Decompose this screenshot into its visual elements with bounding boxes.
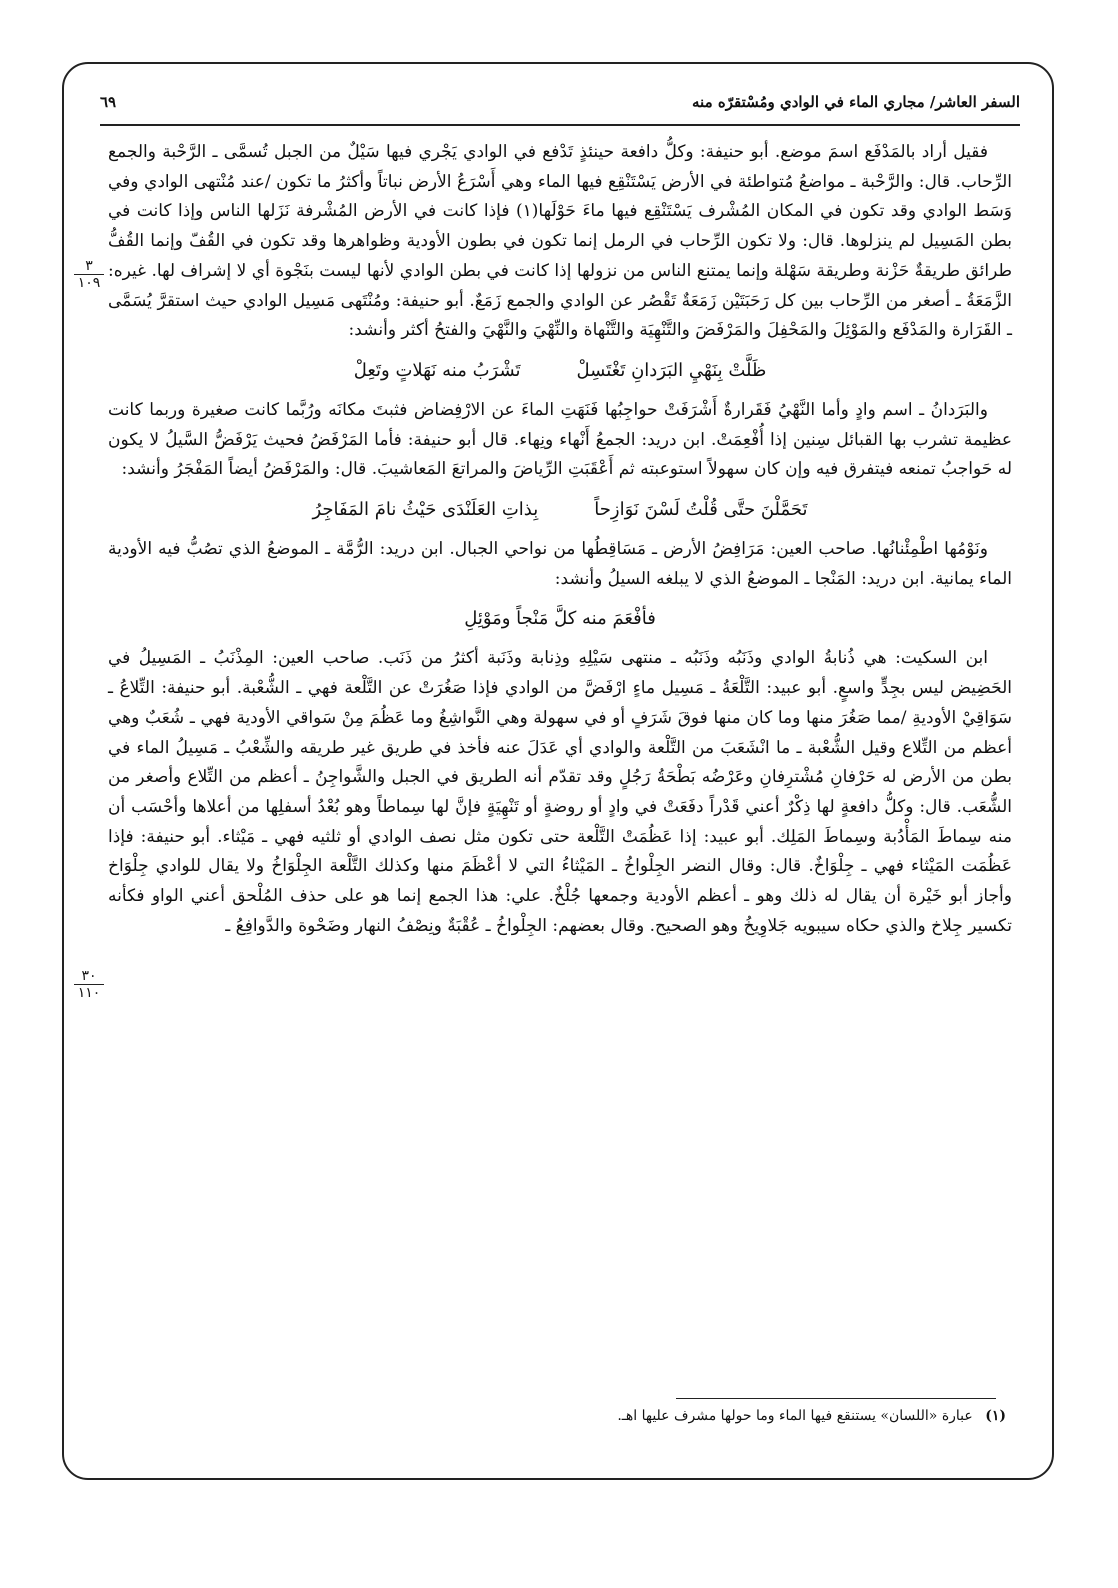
verse-3-line: فأفْعَمَ منه كلَّ مَنْجاً ومَوْئِلِ bbox=[464, 608, 656, 630]
margin-reference-1 bbox=[74, 258, 104, 291]
paragraph-3: ونَوْمُها اطْمِئْنانُها. صاحب العين: مَرَافِضُ الأرض ـ مَسَاقِطُها من نواحي الجبال. ابن دريد: الرُّمَّة ـ الموضعُ الذي تصُبُّ فيه الأودية الماء يمانية. ابن دريد: المَنْجا ـ الموضعُ الذي لا يبلغه السيلُ وأنشد: bbox=[108, 539, 1012, 589]
running-title: السفر العاشر/ مجاري الماء في الوادي ومُسْتقرّه منه bbox=[692, 93, 1020, 111]
verse-1-first-hemistich: ظَلَّتْ بِنَهْيِ البَرَدانِ تَغْتَسِلْ bbox=[576, 359, 767, 381]
paragraph-2: والبَرَدانُ ـ اسم وادٍ وأما النَّهْيُ فَقَرارةٌ أَشْرَفَتْ حواجِبُها فَنَهَتِ الماءَ عن الارْفِضاض فثبتَ مكانَه ورُبَّما كانت صغيرة وربما كانت عظيمة تشرب بها القبائل سِنين إذا أُفْعِمَتْ. ابن دريد: الجمعُ أَنْهاء ونِهاء. قال أبو حنيفة: فأما المَرْفَضُ فحيث يَرْفَضُّ السَّيلُ لا يكون له حَواجبُ تمنعه فيتفرق فيه وإن كان سهولاً استوعبته ثم أَعْقَبَتِ الرِّياضَ والمراتعَ المَعاشيبَ. قال: والمَرْفَضُ أيضاً المَفْجَرُ وأنشد: bbox=[108, 399, 1012, 480]
margin-ref-volume: ٣ bbox=[74, 258, 104, 275]
margin-ref-page: ١٠٩ bbox=[77, 275, 101, 291]
margin-ref-volume: ٣٠ bbox=[74, 968, 104, 985]
page-number: ٦٩ bbox=[100, 93, 117, 111]
header-rule bbox=[100, 124, 1020, 126]
footnote-number: (١) bbox=[985, 1408, 1006, 1424]
main-text-block bbox=[108, 138, 1012, 941]
paragraph-1: فقيل أراد بالمَدْفَع اسمَ موضع. أبو حنيفة: وكلُّ دافعة حينئذٍ تَدْفع في الوادي يَجْري فيها سَيْلٌ من الجبل تُسمَّى ـ الرَّحْبة والجمع الرِّحاب. قال: والرَّحْبة ـ مواضعُ مُتواطئة في الأرض يَسْتَنْقِع فيها الماء وهي أَسْرَعُ الأرض نباتاً وأكثرُ ما تكون /عند مُنْتهى الوادي وفي وَسَط الوادي وقد تكون في المكان المُشْرف يَسْتَنْقِع فيها ماءَ حَوْلَها(١) فإذا كانت في الأرض المُشْرفة نَزَلها الناس وإذا كانت في بطن المَسِيل لم ينزلوها. قال: ولا تكون الرِّحاب في الرمل إنما تكون في بطون الأودية وظواهرها وقد تكون في القُفّ وإنما القُفُّ طرائق طريقةٌ حَزْنة وطريقة سَهْلة وإنما يمتنع الناس من نزولها إذا كانت في بطن الوادي لأنها ليست بنَجْوة أي لا إشراف لها. غيره: الزَّمَعَةُ ـ أصغر من الرِّحاب بين كل رَحَبَتَيْن زَمَعَةٌ تَقْصُر عن الوادي والجمع زَمَعٌ. أبو حنيفة: ومُنْتَهى مَسِيل الوادي حيث استقرَّ يُسَمَّى ـ القَرَارة والمَدْفَع والمَوْئِلَ والمَحْفِلَ والمَرْفَضَ والتَّنْهِيَة والتَّنْهاة والنِّهْيَ والنَّهْيَ والفتحُ أكثر وأنشد: bbox=[108, 142, 1013, 341]
verse-2-second-hemistich: بِذاتِ العَلَنْدَى حَيْثُ نامَ المَفَاجِرُ bbox=[312, 499, 539, 521]
verse-1 bbox=[108, 356, 1012, 386]
verse-2-first-hemistich: تَحَمَّلْنَ حتَّى قُلْتُ لَسْنَ نَوَازِحاً bbox=[594, 499, 808, 521]
footnote-rule bbox=[676, 1398, 996, 1399]
verse-3 bbox=[108, 604, 1012, 634]
footnote bbox=[108, 1404, 1006, 1428]
margin-reference-2 bbox=[74, 968, 104, 1001]
verse-2 bbox=[108, 495, 1012, 525]
verse-1-second-hemistich: تَشْرَبُ منه نَهَلاتٍ وتَعِلْ bbox=[353, 359, 521, 381]
footnote-text: عبارة «اللسان» يستنقع فيها الماء وما حولها مشرف عليها اهـ. bbox=[617, 1408, 973, 1424]
margin-ref-page: ١١٠ bbox=[77, 985, 101, 1001]
page-header bbox=[100, 84, 1020, 120]
paragraph-4: ابن السكيت: هي ذُنابةُ الوادي وذَنَبُه وذَنَبُه ـ منتهى سَيْلِهِ وذِنابة وذَنَبة أكثرُ من ذَنَب. صاحب العين: المِذْنَبُ ـ المَسِيلُ في الحَضِيض ليس بجِدٍّ واسعٍ. أبو عبيد: التَّلْعَةُ ـ مَسِيل ماءٍ ارْفَضَّ من الوادي فإذا صَغُرَتْ عن التَّلْعة فهي ـ الشُّعْبة. أبو حنيفة: التِّلاعُ ـ سَوَاقِيْ الأوديةِ /مما صَغُرَ منها وما كان منها فوقَ شَرَفٍ أو في سهولة وهي النَّواشِغُ وما عَظُمَ مِنْ سَواقي الأودية فهي ـ شُعَبٌ وهي أعظم من التِّلاع وقيل الشُّعْبة ـ ما انْشَعَبَ من التَّلْعة والوادي أي عَدَلَ عنه فأخذ في طريق غير طريقه والشِّعْبُ ـ مَسِيلُ الماء في بطن من الأرض له حَرْفانِ مُشْترِفانِ وعَرْضُه بَطْحَةُ رَجُلٍ وقد تقدّم أنه الطريق في الجبل والشَّواجِنُ ـ أعظم من التِّلاع وأصغر من الشُّعَب. قال: وكلُّ دافعةٍ لها ذِكْرٌ أعني قَدْراً دفَعَتْ في وادٍ أو روضةٍ أو تَنْهِيَةٍ فإنَّ لها سِماطاً وهو بُعْدُ أسفلِها من أعلاها وأحْسَب أن منه سِماطَ المَأْدُبة وسِماطَ المَلِك. أبو عبيد: إذا عَظُمَتْ التَّلْعة حتى تكون مثل نصف الوادي أو ثلثيه فهي ـ مَيْثاء. أبو حنيفة: فإذا عَظُمَت المَيْثاء فهي ـ جِلْوَاخٌ. قال: وقال النضر الجِلْواخُ ـ المَيْثاءُ التي لا أعْظَمَ منها وكذلك التَّلْعة الجِلْوَاخُ ولا يقال للوادي جِلْوَاخ وأجاز أبو خَيْرة أن يقال له ذلك وهو ـ أعظم الأودية وجمعها جُلْخٌ. علي: هذا الجمع إنما هو على حذف المُلْحق أعني الواو فكأنه تكسير جِلاخ والذي حكاه سيبويه جَلاوِيخُ وهو الصحيح. وقال بعضهم: الجِلْواخُ ـ عُقْبَةٌ ونِصْفُ النهار وضَحْوة والدَّوافِعُ ـ bbox=[108, 648, 1012, 936]
